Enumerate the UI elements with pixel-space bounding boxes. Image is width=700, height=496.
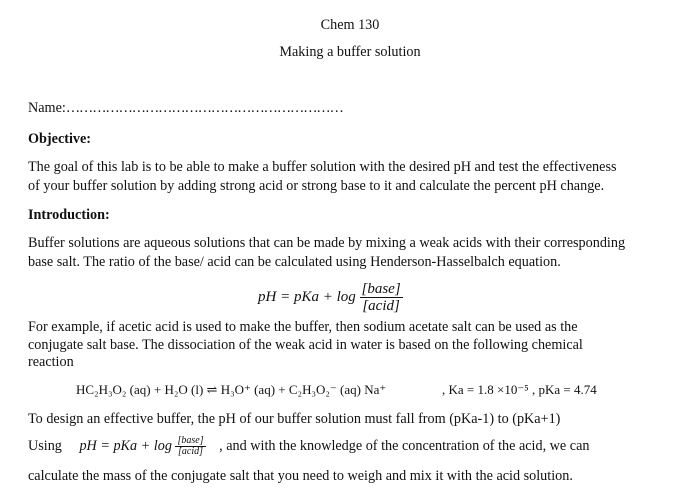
example-text-line-2: conjugate salt base. The dissociation of the weak acid in water is based on the following chemical xyxy=(28,337,583,353)
henderson-hasselbalch-equation xyxy=(258,281,403,314)
objective-text-line-1: The goal of this lab is to be able to make a buffer solution with the desired pH and test the effectiveness xyxy=(28,159,617,175)
using-rest-text: , and with the knowledge of the concentration of the acid, we can xyxy=(219,438,590,454)
objective-heading: Objective: xyxy=(28,131,92,147)
course-title: Chem 130 xyxy=(320,17,380,33)
inline-equation-denominator: [acid] xyxy=(178,446,204,457)
equation-lhs: pH = pKa + log xyxy=(258,289,356,305)
example-text-line-3: reaction xyxy=(28,354,74,370)
objective-text-line-2: of your buffer solution by adding strong acid or strong base to it and calculate the percent pH change. xyxy=(28,178,605,194)
equation-fraction xyxy=(360,281,403,314)
name-label: Name: xyxy=(28,100,66,116)
inline-equation-fraction xyxy=(175,436,205,457)
using-equation-line xyxy=(28,436,589,457)
introduction-text-line-2: base salt. The ratio of the base/ acid can be calculated using Henderson-Hasselbalch equation. xyxy=(28,254,561,270)
reaction-products: H₃O⁺ (aq) + C₂H₃O₂⁻ (aq) Na⁺ xyxy=(220,382,387,397)
example-text-line-1: For example, if acetic acid is used to make the buffer, then sodium acetate salt can be used as the xyxy=(28,319,578,335)
introduction-text-line-1: Buffer solutions are aqueous solutions that can be made by mixing a weak acids with their corresponding xyxy=(28,235,626,251)
final-text: calculate the mass of the conjugate salt that you need to weigh and mix it with the acid solution. xyxy=(28,468,573,484)
design-text: To design an effective buffer, the pH of our buffer solution must fall from (pKa-1) to (pKa+1) xyxy=(28,411,561,427)
name-dots: ……………………………………………………… xyxy=(65,100,343,116)
document-title: Making a buffer solution xyxy=(279,44,421,60)
inline-equation-lhs: pH = pKa + log xyxy=(79,438,172,454)
using-word: Using xyxy=(28,438,62,454)
equation-denominator: [acid] xyxy=(362,298,400,314)
equilibrium-arrow-icon: ⇌ xyxy=(206,382,218,397)
equation-numerator: [base] xyxy=(361,281,401,297)
dissociation-reaction xyxy=(76,382,386,398)
introduction-heading: Introduction: xyxy=(28,207,110,223)
inline-equation-numerator: [base] xyxy=(177,435,204,446)
reaction-reactants: HC₂H₃O₂ (aq) + H₂O (l) xyxy=(76,382,204,397)
ka-pka-values: , Ka = 1.8 ×10⁻⁵ , pKa = 4.74 xyxy=(442,382,597,397)
name-line xyxy=(28,99,343,118)
